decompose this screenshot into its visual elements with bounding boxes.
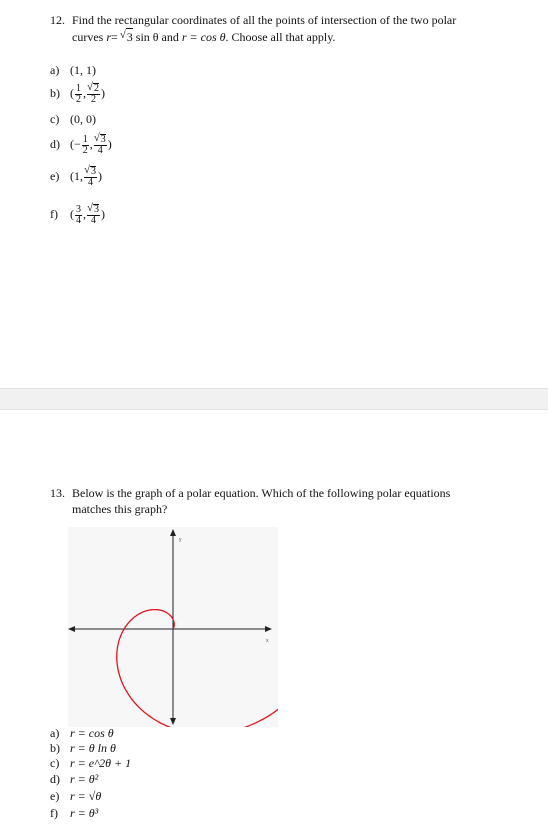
prompt-line-1: Below is the graph of a polar equation. Which of the following polar equations bbox=[72, 486, 451, 500]
answer-option-f[interactable]: f) ( $\frac{3}{4}$ , √ $\frac{3}{4}$ ) bbox=[50, 204, 105, 226]
answer-option-b[interactable]: b) r = θ ln θ bbox=[50, 741, 116, 755]
answer-option-d[interactable]: d) (− $\frac{1}{2}$ , √ $\frac{3}{4}$ ) bbox=[50, 134, 112, 156]
prompt-line-1: Find the rectangular coordinates of all the points of intersection of the two polar bbox=[72, 13, 457, 27]
answer-option-a[interactable]: a) r = cos θ bbox=[50, 726, 114, 740]
fraction: $\frac{3}{4}$ bbox=[76, 203, 81, 226]
fraction: $\frac{1}{2}$ bbox=[76, 82, 81, 105]
question-number: 13. bbox=[50, 486, 65, 500]
answer-option-e[interactable]: e) (1, √ $\frac{3}{4}$ ) bbox=[50, 166, 102, 188]
question-number: 12. bbox=[50, 13, 65, 27]
fraction: √ $\frac{3}{4}$ bbox=[84, 166, 97, 188]
fraction: √ $\frac{3}{4}$ bbox=[87, 204, 100, 226]
question-13-prompt bbox=[50, 485, 520, 517]
answer-option-e[interactable]: e) r = √θ bbox=[50, 789, 102, 803]
fraction: $\frac{1}{2}$ bbox=[82, 133, 88, 156]
y-axis-label: y bbox=[179, 537, 182, 543]
prompt-line-2: matches this graph? bbox=[72, 502, 168, 516]
answer-option-c[interactable]: c) (0, 0) bbox=[50, 112, 96, 126]
answer-option-d[interactable]: d) r = θ² bbox=[50, 772, 99, 786]
answer-option-b[interactable]: b) ( $\frac{1}{2}$ , √ $\frac{2}{2}$ ) bbox=[50, 83, 105, 105]
section-divider bbox=[0, 388, 548, 410]
prompt-line-2: curves r= √ 3 sin θ and r = cos θ. Choose all that apply. bbox=[72, 28, 520, 45]
question-12-prompt bbox=[50, 12, 520, 45]
fraction: √ $\frac{3}{4}$ bbox=[94, 134, 107, 156]
answer-option-a[interactable]: a) (1, 1) bbox=[50, 63, 96, 77]
sqrt-symbol: √ 3 bbox=[126, 28, 133, 45]
answer-option-c[interactable]: c) r = e^2θ + 1 bbox=[50, 756, 132, 770]
fraction: √ $\frac{2}{2}$ bbox=[87, 83, 100, 105]
answer-option-f[interactable]: f) r = θ³ bbox=[50, 806, 99, 820]
x-axis-label: x bbox=[266, 638, 269, 644]
polar-graph bbox=[68, 527, 278, 727]
